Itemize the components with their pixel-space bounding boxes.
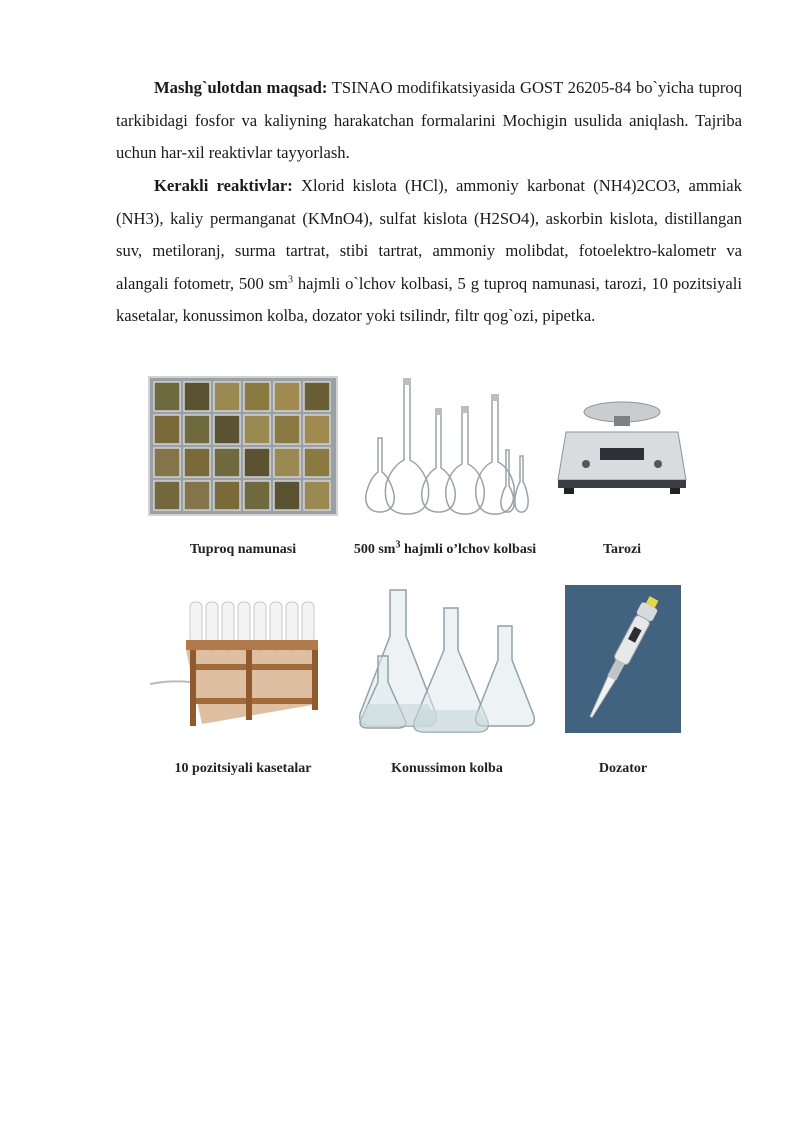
reagents-text-part2: hajmli o`lchov kolbasi, 5 g tuproq namunasi, tarozi, 10 pozitsiyali kasetalar, konussimon kolba, dozator yoki tsilindr, filtr qog`ozi, pipetka. [116,273,742,325]
caption-soil-samples: Tuproq namunasi [189,542,297,557]
reagents-label: Kerakli reaktivlar: [154,176,293,195]
pipette-dispenser-image [565,585,681,733]
reagents-superscript: 3 [287,273,293,285]
soil-samples-image [148,376,338,516]
caption-volumetric-flask: 500 $sm^3$ hajmli o’lchov kolbasi [353,539,537,557]
caption-dispenser: Dozator [598,761,648,776]
caption-scale: Tarozi [602,542,642,557]
reagents-paragraph [116,170,742,333]
objective-text: TSINAO modifikatsiyasida GOST 26205-84 bo`yicha tuproq tarkibidagi fosfor va kaliyning harakatchan formalarini Mochigin usulida aniqlash. Tajriba uchun har-xil reaktivlar tayyorlash. [116,78,742,162]
test-tube-rack-image [150,594,322,738]
objective-paragraph [116,72,742,170]
caption-test-tube-rack: 10 pozitsiyali kasetalar [174,761,312,776]
volumetric-flasks-image [360,374,535,516]
reagents-text-part1: Xlorid kislota (HCl), ammoniy karbonat (NH4)2CO3, ammiak (NH3), kaliy permanganat (KMnO4), sulfat kislota (H2SO4), askorbin kislota, distillangan suv, metiloranj, surma tartrat, stibi tartrat, ammoniy molibdat, fotoelektro-kalometr va alangali fotometr, 500 sm [116,176,742,293]
conical-flasks-image [358,586,536,736]
caption-conical-flask: Konussimon kolba [391,761,503,776]
scale-image [556,398,688,498]
objective-label: Mashg`ulotdan maqsad: [154,78,328,97]
